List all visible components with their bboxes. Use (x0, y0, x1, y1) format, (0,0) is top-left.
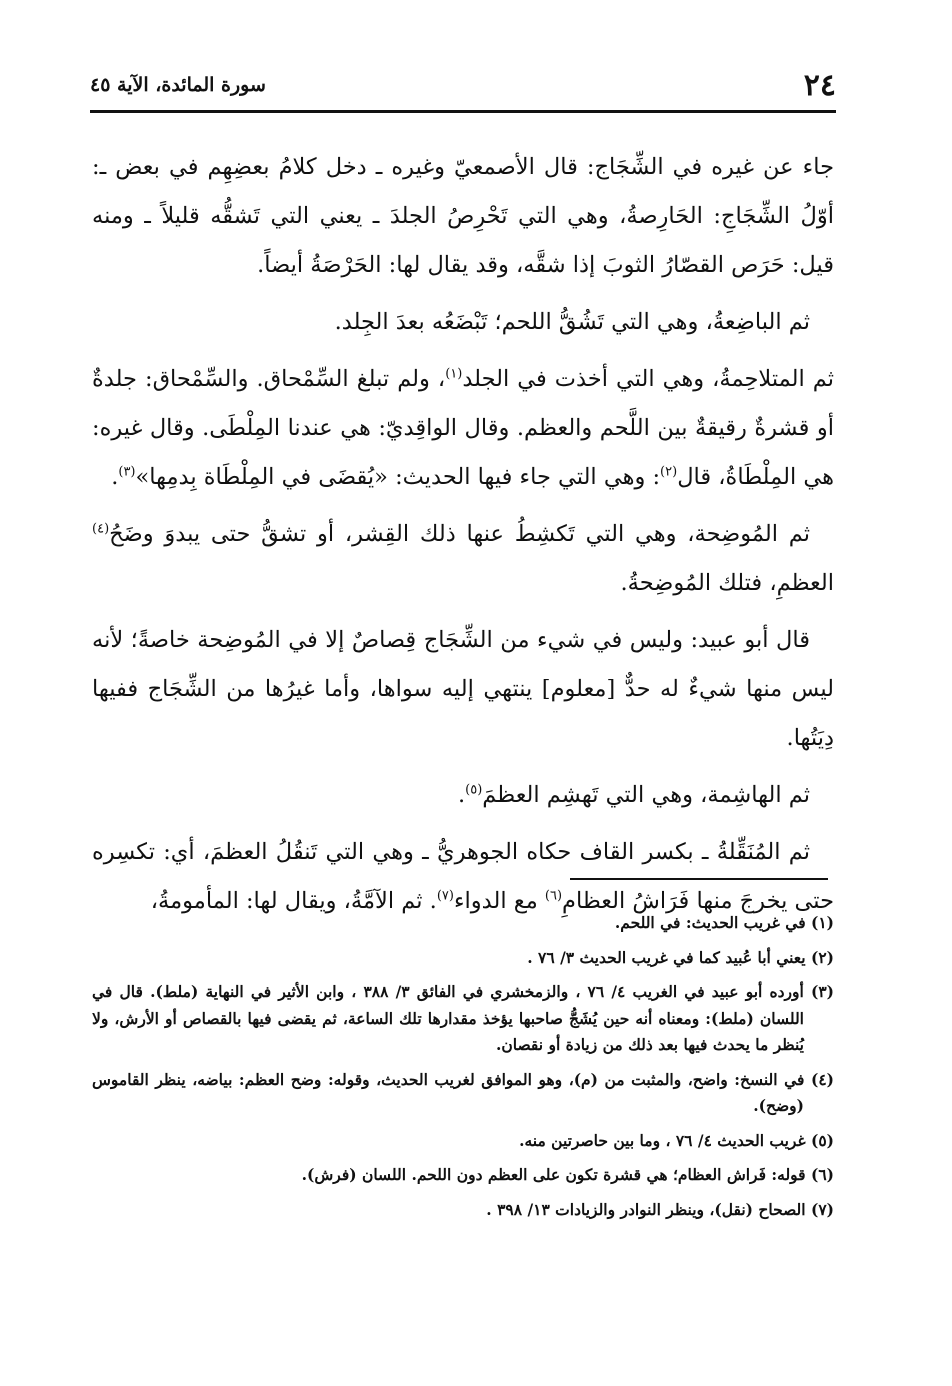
paragraph-text: مع الدواء (453, 888, 545, 914)
header-rule (90, 110, 836, 113)
footnote-6: (٦) قوله: فَراش العظام؛ هي قشرة تكون على العظم دون اللحم. اللسان (فرش). (301, 1165, 834, 1184)
footnote-4: (٤) في النسخ: واضح، والمثبت من (م)، وهو الموافق لغريب الحديث، وقوله: وضح العظم: بياضه، ينظر القاموس (وضح). (92, 1069, 834, 1115)
paragraph-text: ثم المتلاحِمةُ، وهي التي أخذت في الجلد (462, 366, 835, 392)
main-text (92, 143, 834, 934)
paragraph (92, 616, 834, 763)
paragraph-text: . (111, 464, 119, 490)
paragraph-text: العظمِ، فتلك المُوضِحةُ. (620, 570, 834, 596)
paragraph-text: . (457, 782, 466, 808)
footnote-3: (٣) أورده أبو عبيد في الغريب ٤/ ٧٦ ، والزمخشري في الفائق ٣/ ٣٨٨ ، وابن الأثير في النهاية (ملط). قال في اللسان (ملط): ومعناه أنه حين يُشَجُّ صاحبها يؤخذ مقدارها تلك الساعة، ثم يقضى فيها بالقصاص أو الأرش، ولا يُنظر ما يحدث فيها بعد ذلك من زيادة أو نقصان. (92, 982, 834, 1054)
footnote-1: (١) في غريب الحديث: في اللحم. (614, 913, 834, 932)
footnote-marker: (٦) (544, 888, 563, 904)
paragraph (92, 143, 834, 290)
paragraph-text: ثم الباضِعةُ، وهي التي تَشُقُّ اللحم؛ تَبْضَعُه بعدَ الجِلد. (334, 309, 810, 335)
footnote-marker: (٣) (118, 464, 136, 480)
paragraph-text: ثم المُوضِحة، وهي التي تَكشِطُ عنها ذلك القِشر، أو تشقُّ حتى يبدوَ وضَحُ (109, 521, 810, 547)
footnote-marker: (٧) (436, 888, 454, 904)
footnote-separator (570, 878, 828, 880)
page-header (90, 62, 836, 102)
footnote-7: (٧) الصحاح (نقل)، وينظر النوادر والزيادات ١٣/ ٣٩٨ . (486, 1199, 834, 1219)
paragraph (92, 355, 834, 502)
paragraph (92, 771, 834, 820)
paragraph-text: . ثم الآمَّةُ، ويقال لها: المأمومةُ، (150, 888, 437, 914)
footnotes (92, 910, 834, 1231)
paragraph-text: قال أبو عبيد: وليس في شيء من الشِّجَاج قِصاصٌ إلا في المُوضِحة خاصةً؛ لأنه ليس منها شيءٌ له حدٌّ [معلوم] ينتهي إليه سواها، وأما غيرُها من الشِّجَاج ففيها دِيَتُها. (92, 627, 834, 751)
paragraph-text: ، ولم تبلغ السِّمْحاق. والسِّمْحاق: جلدةٌ أو قشرةٌ رقيقةٌ بين اللَّحم والعظم. وقال الواقِديّ: هي عندنا المِلْطَى. وقال غيره: هي المِلْطَاةُ، قال (92, 366, 834, 490)
running-title: سورة المائدة، الآية ٤٥ (90, 74, 266, 96)
paragraph-text: : وهي التي جاء فيها الحديث: «يُقضَى في المِلْطَاة بِدمِها» (135, 464, 661, 490)
footnote-marker: (١) (445, 366, 463, 382)
footnote-marker: (٢) (660, 464, 678, 480)
paragraph-text: جاء عن غيره في الشِّجَاج: قال الأصمعيّ وغيره ـ دخل كلامُ بعضِهِم في بعض ـ: أوّلُ الشِّجَاجِ: الحَارِصةُ، وهي التي تَحْرِصُ الجلدَ ـ يعني التي تَشقُّه قليلاً ـ ومنه قيل: حَرَص القصّارُ الثوبَ إذا شقَّه، وقد يقال لها: الحَرْصَةُ أيضاً. (92, 154, 834, 278)
footnote-5: (٥) غريب الحديث ٤/ ٧٦ ، وما بين حاصرتين منه. (519, 1130, 834, 1150)
footnote-marker: (٤) (92, 521, 110, 537)
paragraph (92, 298, 834, 347)
footnote-2: (٢) يعني أبا عُبيد كما في غريب الحديث ٣/ ٧٦ . (527, 947, 834, 967)
page-number: ٢٤ (803, 68, 836, 103)
footnote-marker: (٥) (465, 782, 483, 798)
paragraph-text: ثم المُنَقِّلةُ ـ بكسر القاف حكاه الجوهريُّ ـ وهي التي تَنقُلُ العظمَ، أي: تكسِره حتى يخرجَ منها فَرَاشُ العظامِ (92, 839, 834, 914)
paragraph-text: ثم الهاشِمة، وهي التي تَهشِم العظمَ (482, 782, 810, 808)
paragraph (92, 510, 834, 608)
